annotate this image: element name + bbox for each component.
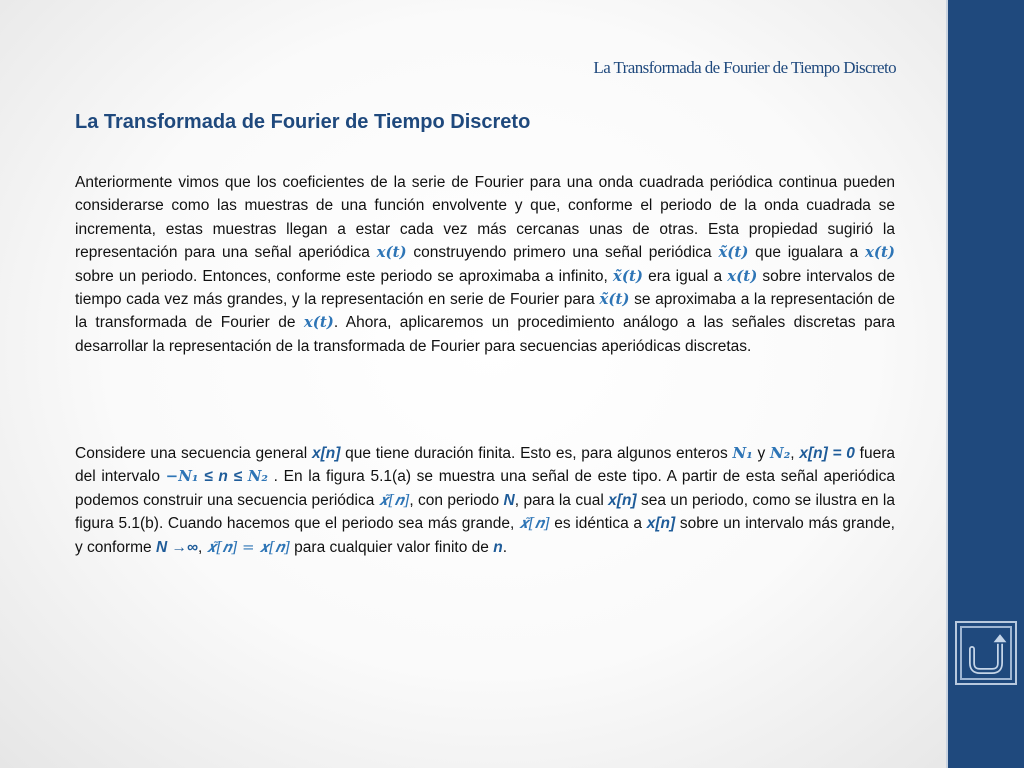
- return-arrow-icon: [957, 623, 1015, 683]
- var-x-n: x[n]: [646, 515, 676, 533]
- math-x-tilde-n-equals-x-n: 𝒙̃[𝒏] = 𝒙[𝒏]: [206, 537, 290, 556]
- header-title: La Transformada de Fourier de Tiempo Discreto: [593, 58, 896, 77]
- paragraph-2: Considere una secuencia general x[n] que tiene duración finita. Esto es, para algunos enteros 𝑵₁ y 𝑵₂, x[n] = 0 fuera del intervalo −𝑵₁ ≤ n ≤ 𝑵₂ . En la figura 5.1(a) se muestra una señal de este tipo. A partir de esta señal aperiódica podemos construir una secuencia periódica 𝒙̃[𝒏], con periodo N, para la cual x[n] sea un periodo, como se ilustra en la figura 5.1(b). Cuando hacemos que el periodo sea más grande, 𝒙̃[𝒏] es idéntica a x[n] sobre un intervalo más grande, y conforme N →∞, 𝒙̃[𝒏] = 𝒙[𝒏] para cualquier valor finito de n.: [75, 444, 895, 556]
- math-N2: 𝑵₂: [770, 444, 791, 462]
- var-N: N: [503, 491, 515, 509]
- return-button[interactable]: [955, 621, 1017, 685]
- math-N1: 𝑵₁: [732, 444, 753, 462]
- var-x-n: x[n]: [608, 491, 637, 509]
- math-x-t: 𝒙(𝒕): [864, 243, 896, 262]
- math-x-tilde-n: 𝒙̃[𝒏]: [378, 490, 410, 509]
- math-x-tilde-t: 𝒙̃(𝒕): [599, 290, 630, 309]
- paragraph-1: Anteriormente vimos que los coeficientes de la serie de Fourier para una onda cuadrada periódica continua pueden considerarse como las muestras de una función envolvente y que, conforme el periodo de la onda cuadrada se incrementa, estas muestras llegan a estar cada vez más cercanas unas de otras. Esta propiedad sugirió la representación para una señal aperiódica 𝒙(𝒕) construyendo primero una señal periódica 𝒙̃(𝒕) que igualara a 𝒙(𝒕) sobre un periodo. Entonces, conforme este periodo se aproximaba a infinito, 𝒙̃(𝒕) era igual a 𝒙(𝒕) sobre intervalos de tiempo cada vez más grandes, y la representación en serie de Fourier para 𝒙̃(𝒕) se aproximaba a la representación de la transformada de Fourier de 𝒙(𝒕). Ahora, aplicaremos un procedimiento análogo a las señales discretas para desarrollar la representación de la transformada de Fourier para secuencias aperiódicas discretas.: [75, 174, 896, 355]
- math-x-tilde-t: 𝒙̃(𝒕): [612, 266, 643, 285]
- math-x-t: 𝒙(𝒕): [376, 243, 407, 262]
- var-x-n: x[n]: [311, 445, 341, 462]
- math-x-tilde-n: 𝒙̃[𝒏]: [519, 514, 550, 533]
- side-panel-divider: [946, 0, 948, 768]
- math-x-t: 𝒙(𝒕): [727, 266, 758, 285]
- section-title: La Transformada de Fourier de Tiempo Discreto: [75, 111, 531, 133]
- math-minus-N1: −𝑵₁: [165, 467, 199, 486]
- math-x-t: 𝒙(𝒕): [303, 313, 334, 332]
- var-x-n-equals-zero: x[n] = 0: [799, 445, 855, 462]
- var-inequality: ≤ n ≤: [198, 468, 248, 486]
- var-n: n: [493, 538, 503, 556]
- var-N-to-infinity: N →∞: [155, 538, 199, 556]
- math-N2: 𝑵₂: [247, 467, 268, 486]
- math-x-tilde-t: 𝒙̃(𝒕): [718, 243, 749, 262]
